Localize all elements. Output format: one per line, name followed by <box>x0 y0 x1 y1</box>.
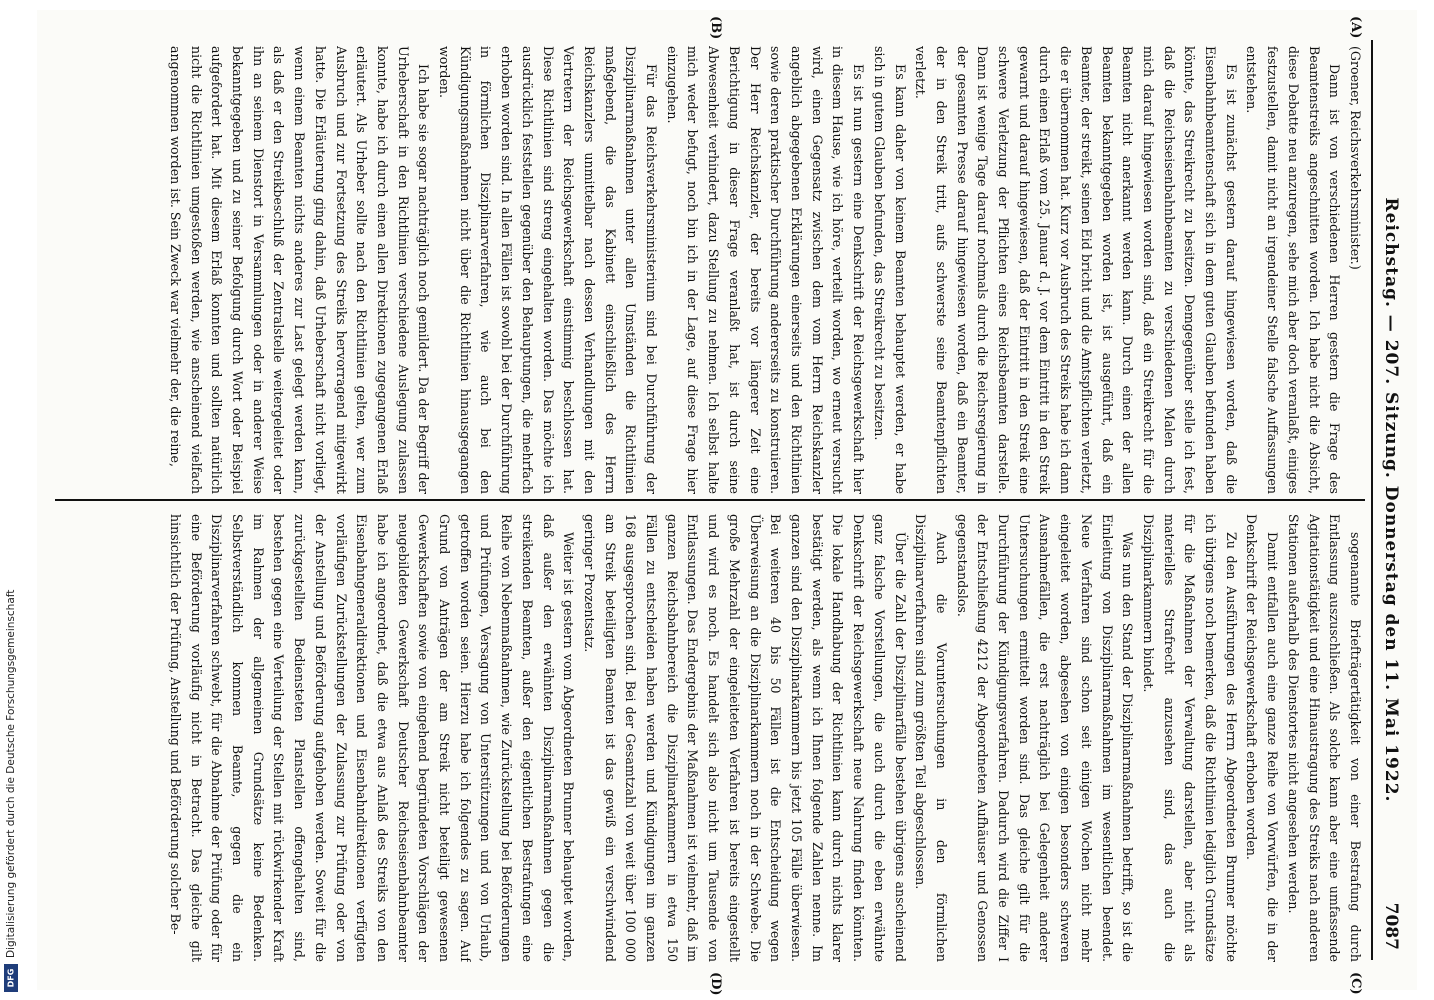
right-column <box>55 514 1365 962</box>
scanned-page-area <box>30 0 1425 1000</box>
paragraph: Was nun den Stand der Disziplinarmaßnahmen betrifft, so ist die Einleitung von Disziplinarmaßnahmen im wesentlichen beendet. Neue Verfahren sind schon seit einigen Wochen nicht mehr eingeleitet worden, abgesehen von einigen besonders schweren Ausnahmefällen, die erst nachträglich bei Gelegenheit anderer Untersuchungen ermittelt worden sind. Das gleiche gilt für die Durchführung der Kündigungsverfahren. Dadurch wird die Ziffer I der Entschließung 4212 der Abgeordneten Aufhäuser und Genossen gegenstandslos. <box>954 514 1136 962</box>
funding-strip <box>0 0 22 1000</box>
paragraph: Dann ist von verschiedenen Herren gestern die Frage des Beamtenstreiks angeschnitten worden. Ich habe nicht die Absicht, diese Debatte neu anzuregen, sehe mich aber doch veranlaßt, einiges festzustellen, damit nicht an irgendeiner Stelle falsche Auffassungen entstehen. <box>1244 46 1343 494</box>
paragraph: Weiter ist gestern vom Abgeordneten Brunner behauptet worden, daß außer den erwähnten Disziplinarmaßnahmen gegen die streikenden Beamten, außer den eigentlichen Bestrafungen eine Reihe von Nebenmaßnahmen, wie Zurückstellung bei Beförderungen und Prüfungen, Versagung von Unterstützungen und von Urlaub, getroffen worden seien. Hierzu habe ich folgendes zu sagen. Auf Grund von Anträgen der am Streik nicht beteiligt gewesenen Gewerkschaften sowie von eingehend begründeten Vorschlägen der neugebildeten Gewerkschaft Deutscher Reichseisenbahnbeamter habe ich angeordnet, daß die etwa aus Anlaß des Streiks von den Eisenbahngeneraldirektionen und Eisenbahndirektionen verfügten vorläufigen Zurückstellungen der Zulassung zur Prüfung oder von der Anstellung und Beförderung aufgehoben werden. Soweit für die zurückgestellten Bediensteten Planstellen offengehalten sind, bestehen gegen eine Verteilung der Stellen mit rückwirkender Kraft im Rahmen der allgemeinen Grundsätze keine Bedenken. Selbstverständlich kommen Beamte, gegen die ein Disziplinarverfahren schwebt, für die Abnahme der Prüfung oder für eine Beförderung vorläufig nicht in Betracht. Das gleiche gilt hinsichtlich der Prüfung, Anstellung und Beförderung solcher Be- <box>167 514 577 962</box>
paragraph: Es ist zunächst gestern darauf hingewiesen worden, daß die Eisenbahnbeamtenschaft sich in dem guten Glauben befunden haben könnte, das Streikrecht zu besitzen. Demgegenüber stelle ich fest, daß die Reichseisenbahnbeamten zu verschiedenen Malen durch mich darauf hingewiesen worden sind, daß ein Streikrecht für die Beamten nicht anerkannt werden kann. Durch einen der allen Beamten bekanntgegeben worden ist, ist ausgeführt, daß ein Beamter, der streikt, seinen Eid bricht und die Amtspflichten verletzt, die er übernommen hat. Kurz vor Ausbruch des Streiks habe ich dann durch einen Erlaß vom 25. Januar d. J. vor dem Eintritt in den Streik gewarnt und darauf hingewiesen, daß der Eintritt in den Streik eine schwere Verletzung der Pflichten eines Reichsbeamten darstelle. Dann ist wenige Tage darauf nochmals durch die Reichsregierung in der gesamten Presse darauf hingewiesen worden, daß ein Beamter, der in den Streik tritt, aufs schwerste seine Beamtenpflichten verletzt. <box>913 46 1239 494</box>
funding-notice: Digitalisierung gefördert durch die Deutsche Forschungsgemeinschaft <box>5 589 17 958</box>
paragraph: Es ist nun gestern eine Denkschrift der Reichsgewerkschaft hier in diesem Hause, wie ich höre, verteilt worden, wo erneut versucht wird, einen Gegensatz zwischen dem vom Herrn Reichskanzler angeblich abgegebenen Erklärungen einerseits und den Richtlinien sowie deren praktischer Durchführung andererseits zu konstruieren. Der Herr Reichskanzler, der bereits vor längerer Zeit eine Berichtigung in dieser Frage veranlaßt hat, ist durch seine Abwesenheit verhindert, dazu Stellung zu nehmen. Ich selbst halte mich weder befugt, noch bin ich in der Lage, auf diese Frage hier einzugehen. <box>664 46 867 494</box>
paragraph: Auch die Voruntersuchungen in den förmlichen Disziplinarverfahren sind zum größten Teil abgeschlossen. <box>913 514 949 962</box>
paragraph: Ich habe sie sogar nachträglich noch gemildert. Da der Begriff der Urheberschaft in den Richtlinien verschiedene Auslegung zulassen konnte, habe ich durch einen allen Direktionen zugegangenen Erlaß erläutert. Als Urheber sollte nach den Richtlinien gelten, wer zum Ausbruch und zur Fortsetzung des Streiks hervorragend mitgewirkt hatte. Die Erläuterung ging dahin, daß Urheberschaft nicht vorliegt, wenn einem Beamten nichts anderes zur Last gelegt werden kann, als daß er den Streikbeschluß der Zentralstelle weitergeleitet oder ihn an seinem Dienstort in Versammlungen oder in anderer Weise bekanntgegeben und zu seiner Befolgung durch Wort oder Beispiel aufgefordert hat. Mit diesem Erlaß konnten und sollten natürlich nicht die Richtlinien umgestoßen werden, wie anscheinend vielfach angenommen worden ist. Sein Zweck war vielmehr der, die reine, <box>167 46 432 494</box>
document-page <box>37 10 1417 996</box>
page-header <box>1371 40 1407 960</box>
column-divider <box>55 499 1365 501</box>
header-rule <box>1371 40 1373 960</box>
page-number: 7087 <box>1381 902 1401 950</box>
paragraph: Damit entfallen auch eine ganze Reihe von Vorwürfen, die in der Denkschrift der Reichsgewerkschaft erhoben worden. <box>1244 514 1281 962</box>
paragraph: Es kann daher von keinem Beamten behauptet werden, er habe sich in gutem Glauben befunden, das Streikrecht zu besitzen. <box>871 46 908 494</box>
paragraph: Über die Zahl der Disziplinarfälle bestehen übrigens anscheinend ganz falsche Vorstellungen, die auch durch die eben erwähnte Denkschrift der Reichsgewerkschaft neue Nahrung finden könnten. Die lokale Handhabung der Richtlinien kann durch nichts klarer bestätigt werden, als wenn ich Ihnen folgende Zahlen nenne. Im ganzen sind den Disziplinarkammern bis jetzt 105 Fälle überwiesen. Bei weiteren 40 bis 50 Fällen ist die Entscheidung wegen Überweisung an die Disziplinarkammern noch in der Schwebe. Die große Mehrzahl der eingeleiteten Verfahren ist bereits eingestellt und wird es noch. Es handelt sich also nicht um Tausende von Entlassungen. Das Endergebnis der Maßnahmen ist vielmehr, daß im ganzen Reichsbahnbereich die Disziplinarkammern in etwa 150 Fällen zu entscheiden haben werden und Kündigungen im ganzen 168 ausgesprochen sind. Bei der Gesamtzahl von weit über 100 000 am Streik beteiligten Beamten ist das gewiß ein verschwindend geringer Prozentsatz. <box>581 514 908 962</box>
margin-mark-c: (C) <box>1348 972 1363 995</box>
paragraph: sogenannte Briefträgertätigkeit von einer Bestrafung durch Entlassung auszuschließen. Als solche kann aber eine umfassende Agitationstätigkeit und eine Hinaustragung des Streiks nach anderen Stationen außerhalb des Dienstortes nicht angesehen werden. <box>1285 514 1363 962</box>
running-header: Reichstag. — 207. Sitzung. Donnerstag den 11. Mai 1922. <box>1381 197 1401 803</box>
left-column <box>55 46 1365 494</box>
dfg-logo-label: DFG <box>6 968 16 988</box>
paragraph: Für das Reichsverkehrsministerium sind bei Durchführung der Disziplinarmaßnahmen unter allen Umständen die Richtlinien maßgebend, die das Kabinett einschließlich des Herrn Reichskanzlers unmittelbar nach dessen Verhandlungen mit den Vertretern der Reichsgewerkschaft einstimmig beschlossen hat. Diese Richtlinien sind streng eingehalten worden. Das möchte ich ausdrücklich feststellen gegenüber den Behauptungen, die mehrfach erhoben worden sind. In allen Fällen ist sowohl bei der Durchführung in förmlichen Disziplinarverfahren, wie auch bei den Kündigungsmaßnahmen nicht über die Richtlinien hinausgegangen worden. <box>437 46 660 494</box>
speaker-label: (Groener, Reichsverkehrsminister.) <box>1348 46 1363 270</box>
margin-mark-b: (B) <box>708 16 723 40</box>
margin-mark-d: (D) <box>708 972 723 996</box>
dfg-logo <box>3 962 19 994</box>
paragraph: Zu den Ausführungen des Herrn Abgeordneten Brunner möchte ich übrigens noch bemerken, daß die Richtlinien lediglich Grundsätze für die Maßnahmen der Verwaltung darstellen, aber nicht als materielles Strafrecht anzusehen sind, das auch die Disziplinarkammern bindet. <box>1140 514 1239 962</box>
margin-mark-a: (A) <box>1348 16 1363 39</box>
